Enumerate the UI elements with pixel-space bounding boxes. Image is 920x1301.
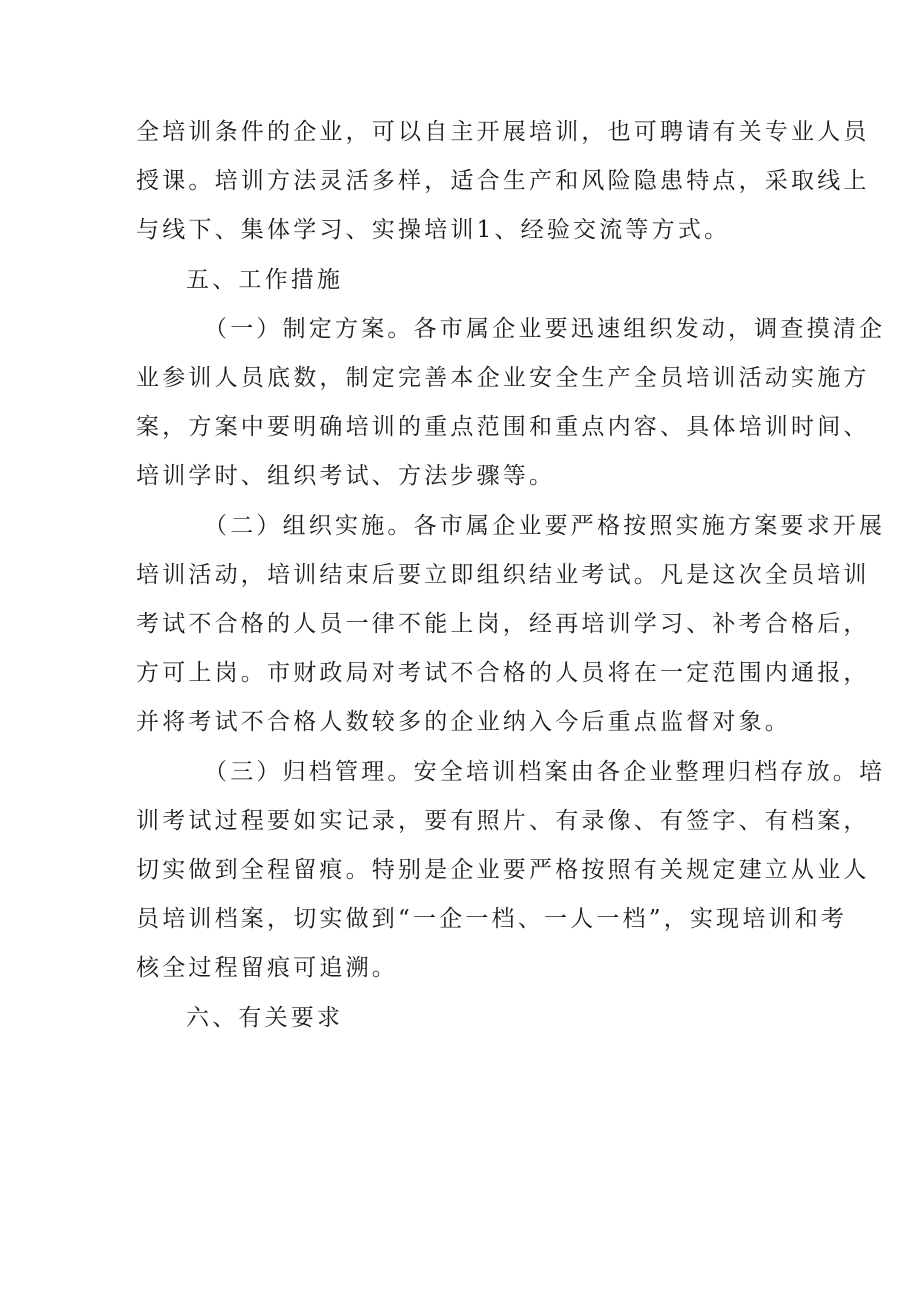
- paragraph-line: 全培训条件的企业，可以自主开展培训，也可聘请有关专业人员: [136, 119, 870, 145]
- paragraph-line: 核全过程留痕可追溯。: [136, 955, 398, 981]
- paragraph-line: 培训活动，培训结束后要立即组织结业考试。凡是这次全员培训: [136, 562, 870, 588]
- paragraph-line: 员培训档案，切实做到“一企一档、一人一档”，实现培训和考: [136, 906, 848, 932]
- paragraph-line: 培训学时、组织考试、方法步骤等。: [136, 463, 556, 489]
- paragraph-line: 案，方案中要明确培训的重点范围和重点内容、具体培训时间、: [136, 414, 870, 440]
- paragraph-line: 方可上岗。市财政局对考试不合格的人员将在一定范围内通报，: [136, 660, 870, 686]
- paragraph-line: 授课。培训方法灵活多样，适合生产和风险隐患特点，采取线上: [136, 168, 870, 194]
- paragraph-line: 训考试过程要如实记录，要有照片、有录像、有签字、有档案，: [136, 808, 870, 834]
- paragraph-line: （一）制定方案。各市属企业要迅速组织发动，调查摸清企: [204, 316, 886, 342]
- paragraph-line: 切实做到全程留痕。特别是企业要严格按照有关规定建立从业人: [136, 857, 870, 883]
- section-heading-measures: 五、工作措施: [186, 267, 344, 293]
- paragraph-line: 考试不合格的人员一律不能上岗，经再培训学习、补考合格后，: [136, 611, 870, 637]
- section-heading-requirements: 六、有关要求: [186, 1005, 344, 1031]
- paragraph-line: （三）归档管理。安全培训档案由各企业整理归档存放。培: [204, 759, 886, 785]
- paragraph-line: 业参训人员底数，制定完善本企业安全生产全员培训活动实施方: [136, 365, 870, 391]
- paragraph-line: （二）组织实施。各市属企业要严格按照实施方案要求开展: [204, 513, 886, 539]
- paragraph-line: 并将考试不合格人数较多的企业纳入今后重点监督对象。: [136, 709, 791, 735]
- paragraph-line: 与线下、集体学习、实操培训1、经验交流等方式。: [136, 217, 731, 243]
